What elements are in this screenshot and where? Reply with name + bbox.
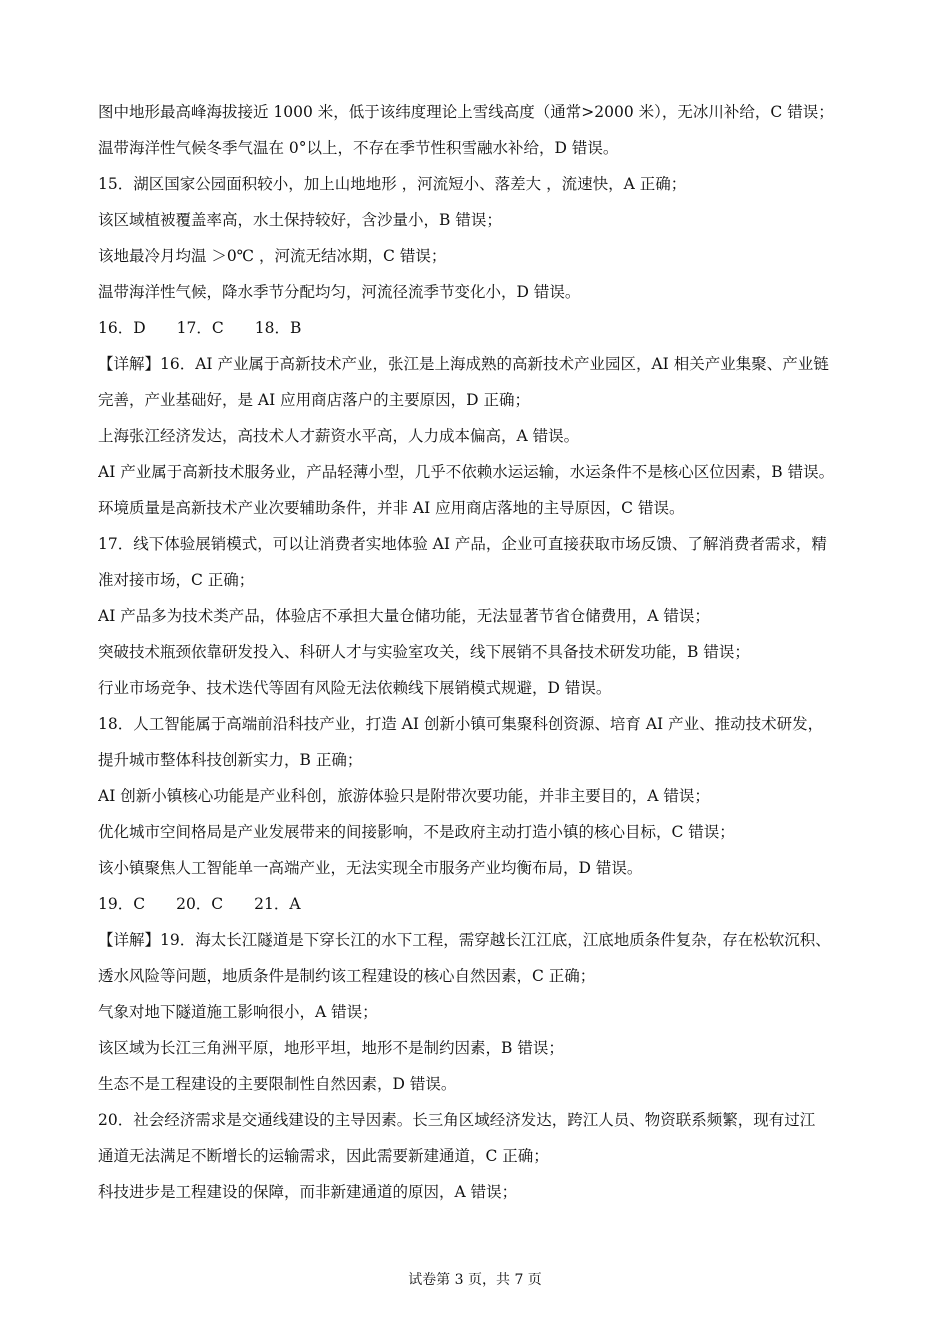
text-line: 【详解】16．AI 产业属于高新技术产业，张江是上海成熟的高新技术产业园区，AI 相关产业集聚、产业链 bbox=[98, 355, 829, 373]
text-line: 提升城市整体科技创新实力，B 正确； bbox=[98, 751, 363, 769]
text-line: 温带海洋性气候冬季气温在 0°以上，不存在季节性积雪融水补给，D 错误。 bbox=[98, 139, 619, 157]
text-line: 该区域为长江三角洲平原，地形平坦，地形不是制约因素，B 错误； bbox=[98, 1039, 564, 1057]
text-line: AI 产业属于高新技术服务业，产品轻薄小型，几乎不依赖水运运输，水运条件不是核心区位因素，B 错误。 bbox=[98, 463, 835, 481]
text-line: 准对接市场，C 正确； bbox=[98, 571, 255, 589]
text-line: 行业市场竞争、技术迭代等固有风险无法依赖线下展销模式规避，D 错误。 bbox=[98, 679, 612, 697]
text-line: 该区域植被覆盖率高，水土保持较好，含沙量小，B 错误； bbox=[98, 211, 502, 229]
text-line: 完善，产业基础好，是 AI 应用商店落户的主要原因，D 正确； bbox=[98, 391, 531, 409]
text-line: 突破技术瓶颈依靠研发投入、科研人才与实验室攻关，线下展销不具备技术研发功能，B 错误； bbox=[98, 643, 750, 661]
text-line: 生态不是工程建设的主要限制性自然因素，D 错误。 bbox=[98, 1075, 457, 1093]
page-footer: 试卷第 3 页，共 7 页 bbox=[408, 1272, 542, 1288]
text-line: 环境质量是高新技术产业次要辅助条件，并非 AI 应用商店落地的主导原因，C 错误。 bbox=[98, 499, 685, 517]
answer-key-line: 16．D 17．C 18．B bbox=[98, 319, 302, 337]
text-line: 科技进步是工程建设的保障，而非新建通道的原因，A 错误； bbox=[98, 1183, 518, 1201]
text-line: 15．湖区国家公园面积较小，加上山地地形 ，河流短小、落差大 ，流速快，A 正确； bbox=[98, 175, 687, 193]
answer-key-line: 19．C 20．C 21．A bbox=[98, 895, 301, 913]
text-line: 【详解】19．海太长江隧道是下穿长江的水下工程，需穿越长江江底，江底地质条件复杂，存在松软沉积、 bbox=[98, 931, 831, 949]
text-line: 优化城市空间格局是产业发展带来的间接影响，不是政府主动打造小镇的核心目标，C 错误； bbox=[98, 823, 735, 841]
text-line: 该小镇聚焦人工智能单一高端产业，无法实现全市服务产业均衡布局，D 错误。 bbox=[98, 859, 643, 877]
text-line: 20．社会经济需求是交通线建设的主导因素。长三角区域经济发达，跨江人员、物资联系频繁，现有过江 bbox=[98, 1111, 816, 1129]
text-line: 气象对地下隧道施工影响很小，A 错误； bbox=[98, 1003, 378, 1021]
text-line: AI 创新小镇核心功能是产业科创，旅游体验只是附带次要功能，并非主要目的，A 错误； bbox=[98, 787, 710, 805]
text-line: 17．线下体验展销模式，可以让消费者实地体验 AI 产品，企业可直接获取市场反馈、了解消费者需求，精 bbox=[98, 535, 827, 553]
text-line: 温带海洋性气候，降水季节分配均匀，河流径流季节变化小，D 错误。 bbox=[98, 283, 581, 301]
answer-explanation-text bbox=[98, 94, 868, 1210]
text-line: 该地最冷月均温 ＞0℃ ，河流无结冰期，C 错误； bbox=[98, 247, 447, 265]
text-line: 18．人工智能属于高端前沿科技产业，打造 AI 创新小镇可集聚科创资源、培育 AI 产业、推动技术研发， bbox=[98, 715, 824, 733]
text-line: 透水风险等问题，地质条件是制约该工程建设的核心自然因素，C 正确； bbox=[98, 967, 596, 985]
text-line: 图中地形最高峰海拔接近 1000 米，低于该纬度理论上雪线高度（通常>2000 米），无冰川补给，C 错误； bbox=[98, 103, 834, 121]
text-line: 上海张江经济发达，高技术人才薪资水平高，人力成本偏高，A 错误。 bbox=[98, 427, 580, 445]
text-line: 通道无法满足不断增长的运输需求，因此需要新建通道，C 正确； bbox=[98, 1147, 549, 1165]
text-line: AI 产品多为技术类产品，体验店不承担大量仓储功能，无法显著节省仓储费用，A 错误； bbox=[98, 607, 710, 625]
